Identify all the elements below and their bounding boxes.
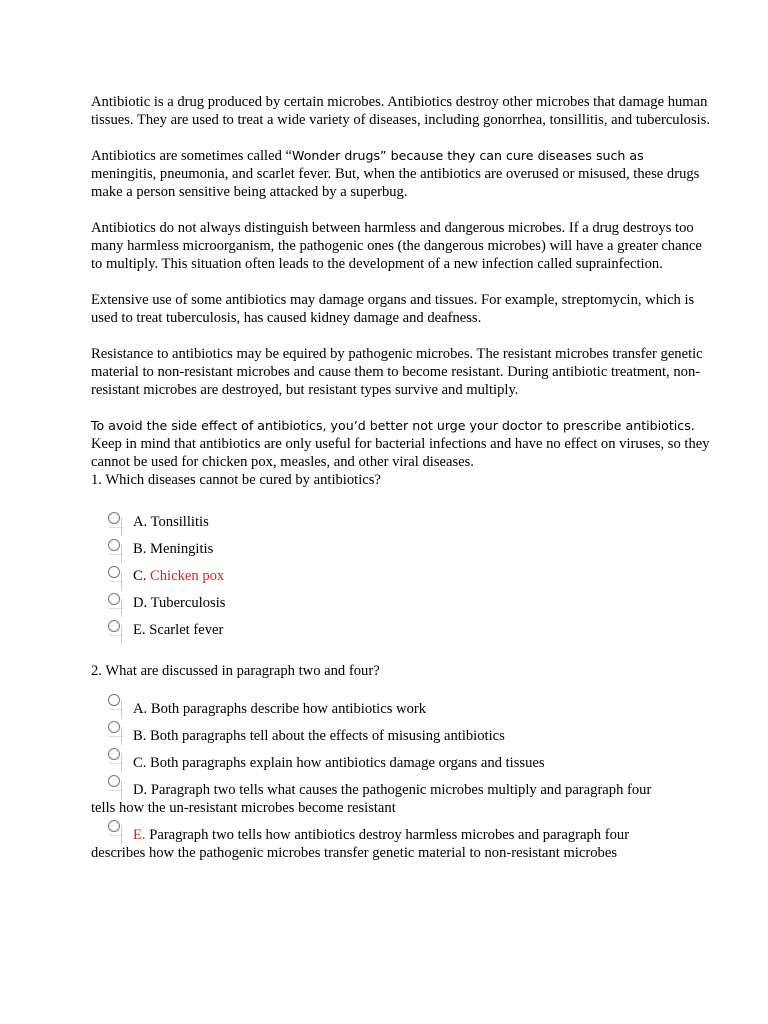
option-1e[interactable] xyxy=(91,617,711,644)
option-text: Tuberculosis xyxy=(150,595,226,611)
option-text: Paragraph two tells what causes the pathogenic microbes multiply and paragraph four xyxy=(150,782,652,798)
paragraph-2 xyxy=(91,147,711,201)
radio-button-icon[interactable] xyxy=(108,566,120,578)
paragraph-1: Antibiotic is a drug produced by certain microbes. Antibiotics destroy other microbes that damage human tissues. They are used to treat a wide variety of diseases, including gonorrhea, tonsillitis, and tuberculosis. xyxy=(91,94,711,128)
radio-button-icon[interactable] xyxy=(108,694,120,706)
radio-button-icon[interactable] xyxy=(108,593,120,605)
paragraph-6-rest: Keep in mind that antibiotics are only useful for bacterial infections and have no effect on viruses, so they cannot be used for chicken pox, measles, and other viral diseases. xyxy=(91,436,710,470)
option-text: Tonsillitis xyxy=(150,514,209,530)
option-text: Both paragraphs explain how antibiotics damage organs and tissues xyxy=(150,755,545,771)
option-2d[interactable] xyxy=(91,781,711,817)
question-1: 1. Which diseases cannot be cured by antibiotics? xyxy=(91,472,381,488)
option-1c[interactable] xyxy=(91,563,711,590)
question-2: 2. What are discussed in paragraph two and four? xyxy=(91,663,380,679)
paragraph-3: Antibiotics do not always distinguish between harmless and dangerous microbes. If a drug destroys too many harmless microorganism, the pathogenic ones (the dangerous microbes) will have a greater chance to multiply. This situation often leads to the development of a new infection called suprainfection. xyxy=(91,220,702,272)
radio-button-icon[interactable] xyxy=(108,620,120,632)
paragraph-2-end: But, when the antibiotics are overused or misused, these drugs make a person sensitive being attacked by a superbug. xyxy=(91,166,700,200)
radio-button-icon[interactable] xyxy=(108,721,120,733)
option-2b[interactable] xyxy=(91,727,711,745)
option-2c[interactable] xyxy=(91,754,711,772)
option-2e[interactable] xyxy=(91,826,711,862)
option-text: Both paragraphs tell about the effects of misusing antibiotics xyxy=(150,728,505,744)
option-letter: A. xyxy=(133,701,151,717)
option-letter: D. xyxy=(133,782,151,798)
option-text-continued: describes how the pathogenic microbes transfer genetic material to non-resistant microbes xyxy=(91,845,618,861)
option-letter: D. xyxy=(133,595,151,611)
option-letter: A. xyxy=(133,514,151,530)
option-letter: C. xyxy=(133,568,151,584)
option-text: Paragraph two tells how antibiotics destroy harmless microbes and paragraph four xyxy=(145,827,630,843)
paragraph-2-rest: meningitis, pneumonia, and scarlet fever. xyxy=(91,166,332,182)
option-letter: C. xyxy=(133,755,151,771)
option-letter: B. xyxy=(133,541,151,557)
option-text: Both paragraphs describe how antibiotics work xyxy=(150,701,427,717)
radio-button-icon[interactable] xyxy=(108,539,120,551)
radio-button-icon[interactable] xyxy=(108,512,120,524)
radio-button-icon[interactable] xyxy=(108,820,120,832)
option-letter: E. xyxy=(133,622,150,638)
option-letter: B. xyxy=(133,728,151,744)
option-2a[interactable] xyxy=(91,700,711,718)
question-1-options xyxy=(91,509,711,644)
paragraph-2-start: Antibiotics are sometimes called “ xyxy=(91,148,293,164)
option-letter-answer: E. xyxy=(133,827,146,843)
option-text-continued: tells how the un-resistant microbes become resistant xyxy=(91,800,396,816)
paragraph-2-wonder: Wonder drugs” because they can cure diseases such as xyxy=(292,148,644,163)
radio-button-icon[interactable] xyxy=(108,775,120,787)
option-text-answer: Chicken pox xyxy=(150,568,225,584)
radio-button-icon[interactable] xyxy=(108,748,120,760)
option-1d[interactable] xyxy=(91,590,711,617)
paragraph-6 xyxy=(91,417,711,471)
option-text: Meningitis xyxy=(150,541,214,557)
paragraph-6-first: To avoid the side effect of antibiotics, you’d better not urge your doctor to prescribe antibiotics. xyxy=(91,418,695,433)
paragraph-5: Resistance to antibiotics may be equired by pathogenic microbes. The resistant microbes transfer genetic material to non-resistant microbes and cause them to become resistant. During antibiotic treatment, non-resistant microbes are destroyed, but resistant types survive and multiply. xyxy=(91,346,703,398)
option-text: Scarlet fever xyxy=(149,622,224,638)
document-page xyxy=(91,93,711,871)
option-1a[interactable] xyxy=(91,509,711,536)
question-2-options xyxy=(91,700,711,862)
option-1b[interactable] xyxy=(91,536,711,563)
paragraph-4: Extensive use of some antibiotics may damage organs and tissues. For example, streptomycin, which is used to treat tuberculosis, has caused kidney damage and deafness. xyxy=(91,292,695,326)
